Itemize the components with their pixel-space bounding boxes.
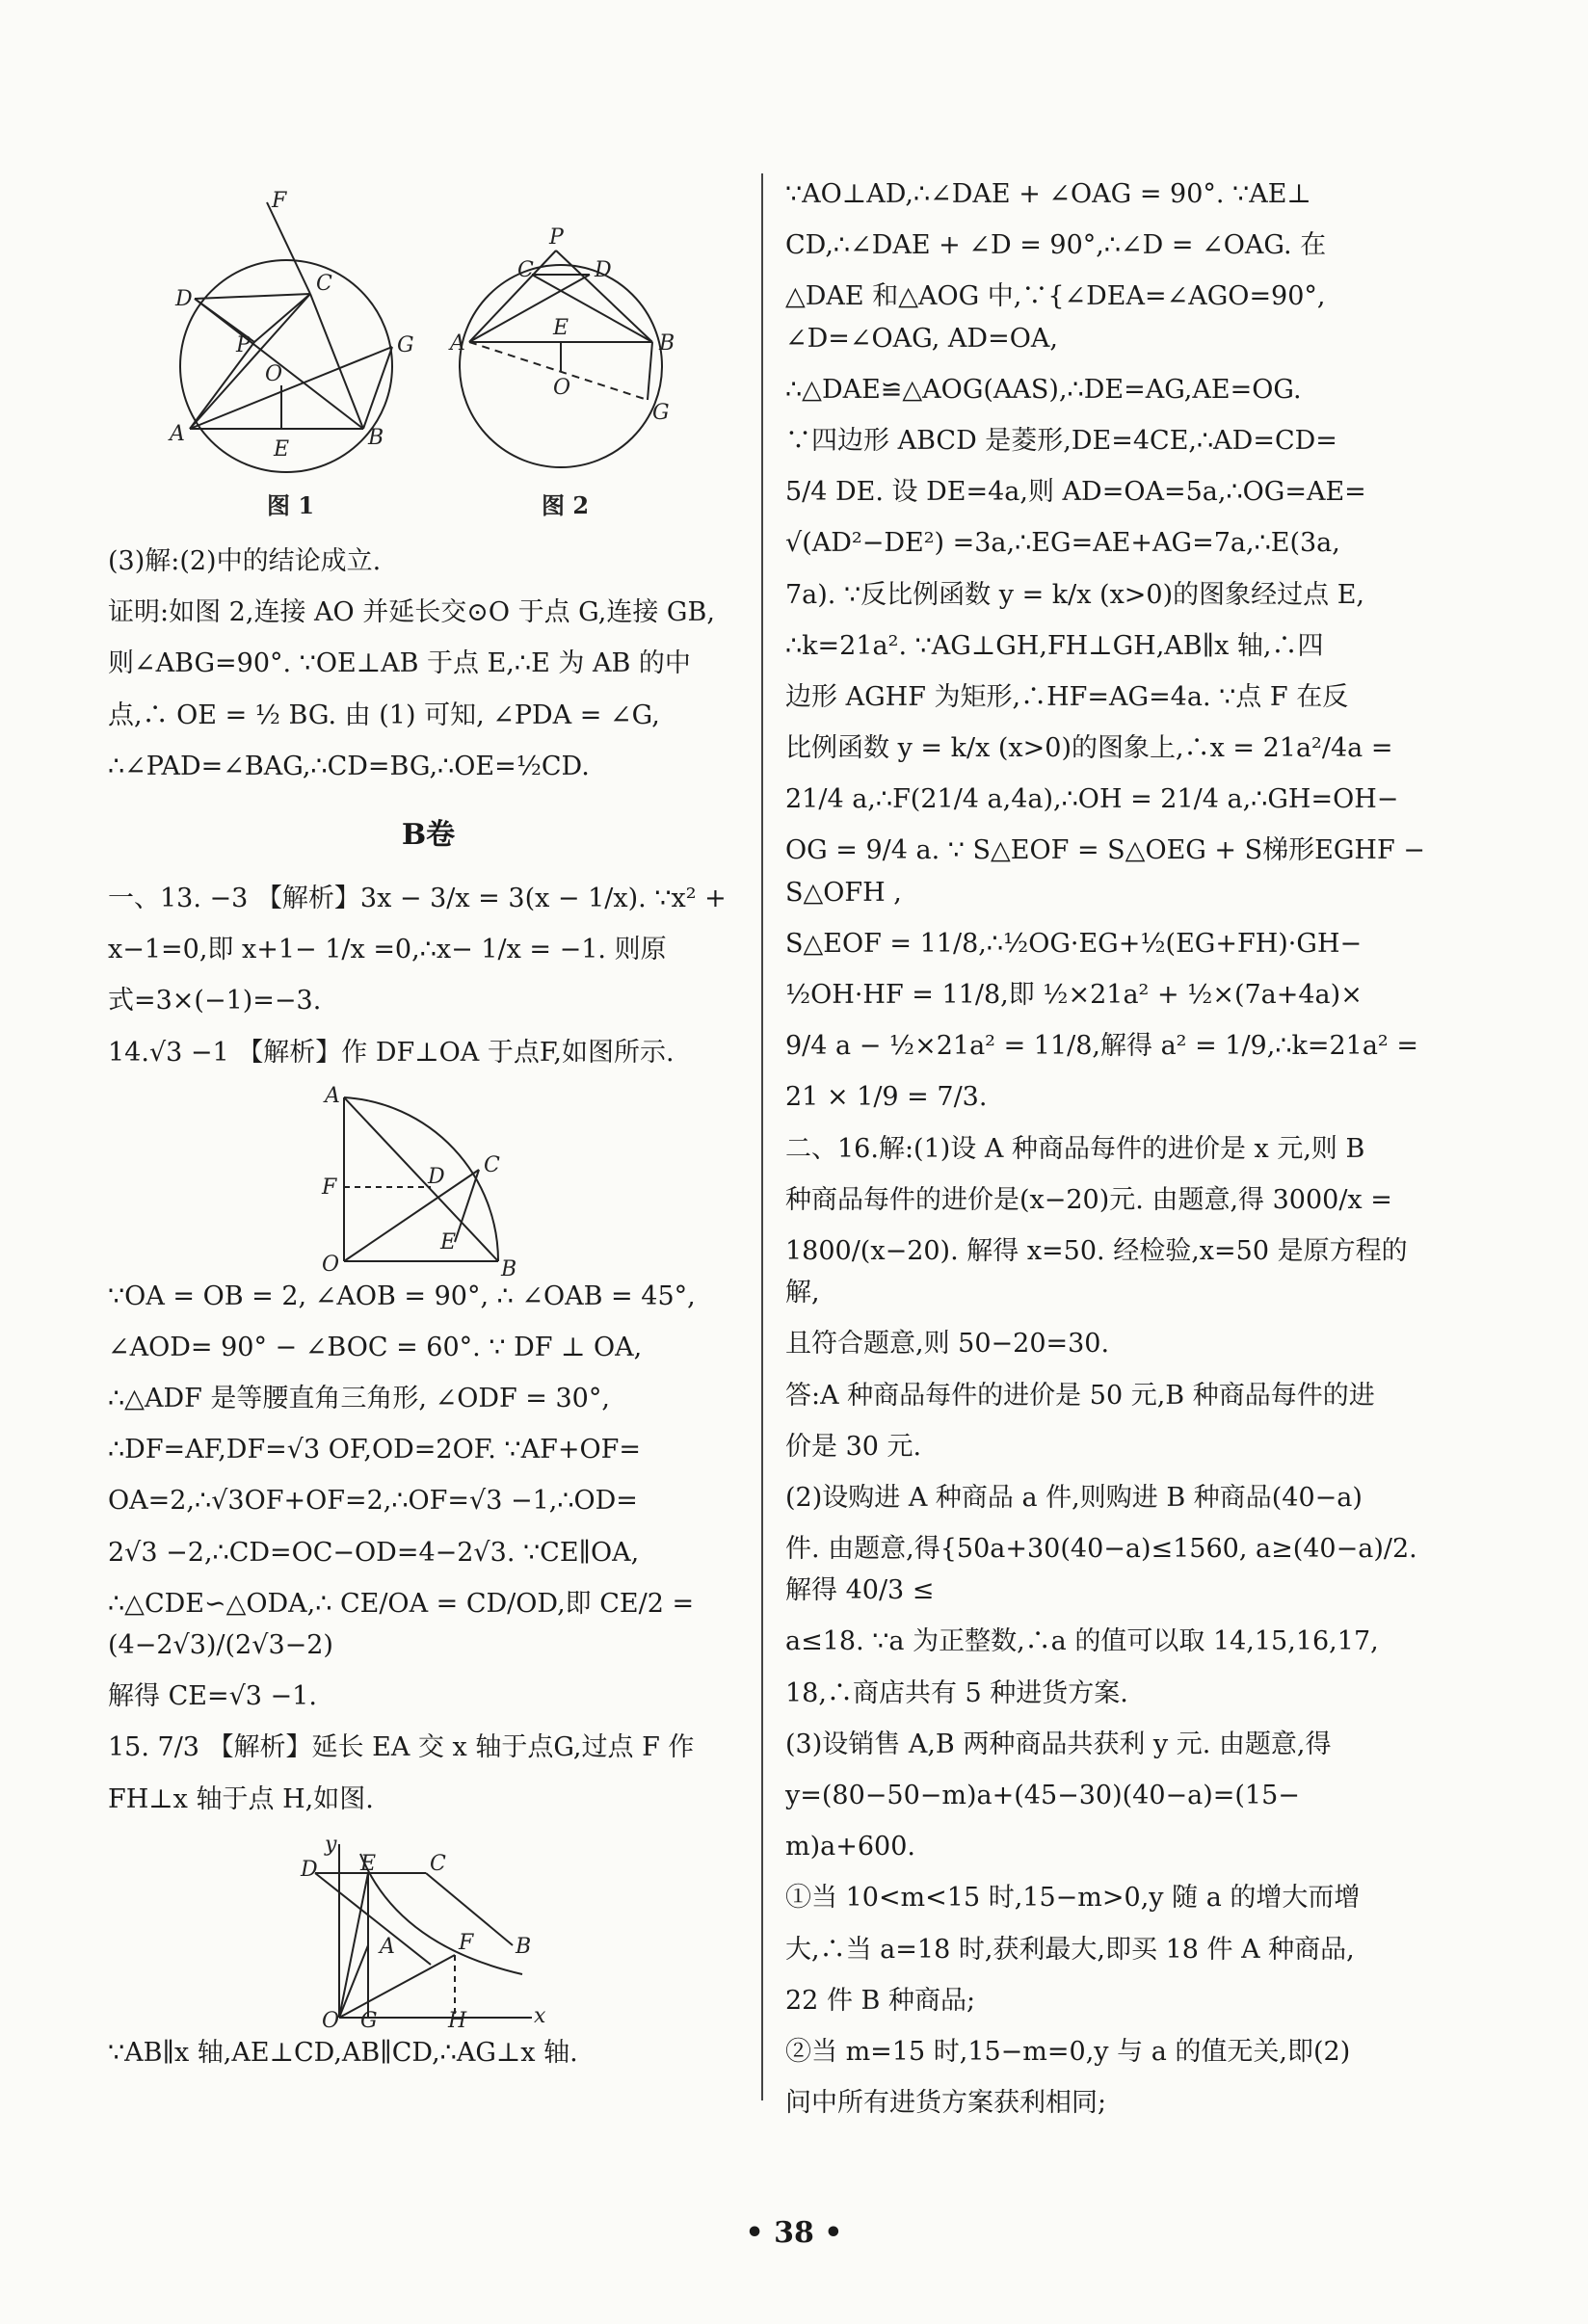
page-number: • 38 • [745,2216,843,2250]
figure-2-caption: 图 2 [542,491,590,519]
solution-line: 21/4 a,∴F(21/4 a,4a),∴OH = 21/4 a,∴GH=OH− [785,784,1399,815]
svg-text:C: C [316,272,332,296]
solution-line: 边形 AGHF 为矩形,∴HF=AG=4a. ∵点 F 在反 [785,681,1349,712]
solution-line: ½OH·HF = 11/8,即 ½×21a² + ½×(7a+4a)× [785,980,1363,1010]
solution-line: CD,∴∠DAE + ∠D = 90°,∴∠D = ∠OAG. 在 [785,230,1327,261]
svg-text:D: D [595,258,612,282]
svg-text:E: E [360,1851,377,1876]
svg-text:x: x [534,2003,546,2028]
solution-line: 问中所有进货方案获利相同; [785,2088,1107,2119]
svg-text:D: D [301,1857,318,1882]
solution-line: 22 件 B 种商品; [785,1985,976,2016]
figure-2 [460,251,662,467]
solution-line: y=(80−50−m)a+(45−30)(40−a)=(15− [785,1781,1300,1810]
svg-text:O: O [265,362,283,386]
svg-text:D: D [175,287,193,311]
solution-line: △DAE 和△AOG 中,∵{∠DEA=∠AGO=90°, ∠D=∠OAG, AD=OA, [785,281,1326,354]
right-column [785,173,1441,2133]
q14-line: ∵OA = OB = 2, ∠AOB = 90°, ∴ ∠OAB = 45°, [108,1281,696,1311]
solution-line: 7a). ∵反比例函数 y = k/x (x>0)的图象经过点 E, [785,579,1365,610]
solution-line: 1800/(x−20). 解得 x=50. 经检验,x=50 是原方程的解, [785,1235,1408,1308]
solution-line: 比例函数 y = k/x (x>0)的图象上,∴x = 21a²/4a = [785,733,1393,764]
question-14 [108,1032,749,1718]
q14-line: ∠AOD= 90° − ∠BOC = 60°. ∵ DF ⊥ OA, [108,1332,643,1362]
solution-line: 18,∴商店共有 5 种进货方案. [785,1677,1128,1708]
solution-line: a≤18. ∵a 为正整数,∴a 的值可以取 14,15,16,17, [785,1626,1379,1657]
q13-line: 式=3×(−1)=−3. [108,986,322,1017]
solution-line: ②当 m=15 时,15−m=0,y 与 a 的值无关,即(2) [785,2036,1351,2067]
q14-heading: 14.√3 −1 【解析】作 DF⊥OA 于点F,如图所示. [108,1037,675,1068]
solution-line: 二、16.解:(1)设 A 种商品每件的进价是 x 元,则 B [785,1133,1365,1164]
proof-line: (3)解:(2)中的结论成立. [108,546,382,576]
proof-line: 则∠ABG=90°. ∵OE⊥AB 于点 E,∴E 为 AB 的中 [108,648,691,679]
solution-line: ∴k=21a². ∵AG⊥GH,FH⊥GH,AB∥x 轴,∴四 [785,630,1324,661]
solution-line: 21 × 1/9 = 7/3. [785,1082,988,1113]
svg-text:H: H [448,2008,467,2032]
figure-q15 [108,1830,749,2032]
question-13 [108,878,749,1022]
svg-text:A: A [325,1083,340,1108]
svg-text:F: F [459,1930,474,1955]
svg-text:C: C [484,1152,500,1177]
svg-text:G: G [360,2008,378,2032]
solution-line: 9/4 a − ½×21a² = 11/8,解得 a² = 1/9,∴k=21a² = [785,1031,1418,1062]
svg-text:P: P [236,333,251,357]
solution-line: 件. 由题意,得{50a+30(40−a)≤1560, a≥(40−a)/2. 解得 40/3 ≤ [785,1534,1417,1606]
svg-text:C: C [517,258,534,282]
svg-text:B: B [516,1934,532,1959]
svg-text:E: E [553,316,569,340]
q13-line: x−1=0,即 x+1− 1/x =0,∴x− 1/x = −1. 则原 [108,935,667,965]
svg-text:F: F [322,1175,337,1200]
solution-line: ∵四边形 ABCD 是菱形,DE=4CE,∴AD=CD= [785,425,1337,456]
solution-line: (2)设购进 A 种商品 a 件,则购进 B 种商品(40−a) [785,1482,1363,1513]
q14-line: ∴DF=AF,DF=√3 OF,OD=2OF. ∵AF+OF= [108,1435,641,1466]
svg-text:F: F [272,189,287,213]
solution-line: 大,∴当 a=18 时,获利最大,即买 18 件 A 种商品, [785,1934,1355,1965]
solution-line: (3)设销售 A,B 两种商品共获利 y 元. 由题意,得 [785,1729,1332,1759]
part3-proof [108,541,749,787]
svg-text:B: B [659,331,675,356]
svg-text:D: D [428,1164,445,1189]
solution-line: m)a+600. [785,1832,915,1862]
solution-line: S△EOF = 11/8,∴½OG·EG+½(EG+FH)·GH− [785,928,1363,959]
svg-text:O: O [322,2008,340,2032]
figure-q14 [108,1083,749,1276]
solution-line: ∵AO⊥AD,∴∠DAE + ∠OAG = 90°. ∵AE⊥ [785,179,1311,209]
q14-line: ∴△CDE∽△ODA,∴ CE/OA = CD/OD,即 CE/2 = (4−2√3)/(2√3−2) [108,1588,695,1660]
q14-line: ∴△ADF 是等腰直角三角形, ∠ODF = 30°, [108,1384,610,1414]
solution-line: ∴△DAE≌△AOG(AAS),∴DE=AG,AE=OG. [785,374,1302,405]
solution-line: 答:A 种商品每件的进价是 50 元,B 种商品每件的进 [785,1380,1375,1411]
svg-text:G: G [397,333,414,357]
figures-1-2 [108,188,749,535]
solution-line: 5/4 DE. 设 DE=4a,则 AD=OA=5a,∴OG=AE= [785,477,1366,508]
solution-line: 种商品每件的进价是(x−20)元. 由题意,得 3000/x = [785,1184,1392,1215]
svg-text:A: A [380,1934,395,1959]
q13-line: 一、13. −3 【解析】3x − 3/x = 3(x − 1/x). ∵x² + [108,883,727,913]
svg-text:y: y [325,1832,337,1857]
q15-line: 15. 7/3 【解析】延长 EA 交 x 轴于点G,过点 F 作 [108,1732,695,1763]
proof-line: 点,∴ OE = ½ BG. 由 (1) 可知, ∠PDA = ∠G, [108,700,660,730]
figure-1 [180,202,392,472]
q15-line: ∵AB∥x 轴,AE⊥CD,AB∥CD,∴AG⊥x 轴. [108,2037,578,2068]
svg-text:O: O [322,1252,340,1276]
proof-line: ∴∠PAD=∠BAG,∴CD=BG,∴OE=½CD. [108,751,590,781]
proof-line: 证明:如图 2,连接 AO 并延长交⊙O 于点 G,连接 GB, [108,597,715,628]
solution-line: 价是 30 元. [785,1431,922,1462]
column-divider [761,173,763,2100]
svg-text:B: B [501,1256,517,1276]
left-column [108,0,749,2083]
solution-line: 且符合题意,则 50−20=30. [785,1329,1110,1360]
svg-text:G: G [652,401,670,425]
q15-line: FH⊥x 轴于点 H,如图. [108,1783,374,1814]
svg-text:A: A [170,422,185,446]
svg-text:C: C [430,1851,446,1876]
svg-text:A: A [450,331,465,356]
q14-line: 解得 CE=√3 −1. [108,1681,317,1712]
svg-text:B: B [368,426,384,450]
solution-line: √(AD²−DE²) =3a,∴EG=AE+AG=7a,∴E(3a, [785,528,1340,559]
section-b-heading: B卷 [401,817,456,852]
svg-text:O: O [553,376,571,400]
solution-line: ①当 10<m<15 时,15−m>0,y 随 a 的增大而增 [785,1883,1361,1914]
svg-text:E: E [274,437,290,462]
figure-1-caption: 图 1 [267,491,315,519]
svg-text:E: E [440,1229,457,1254]
q14-line: 2√3 −2,∴CD=OC−OD=4−2√3. ∵CE∥OA, [108,1537,640,1568]
question-15 [108,1727,749,2073]
solution-line: OG = 9/4 a. ∵ S△EOF = S△OEG + S梯形EGHF − S△OFH , [785,835,1425,908]
svg-text:P: P [549,225,564,250]
q14-line: OA=2,∴√3OF+OF=2,∴OF=√3 −1,∴OD= [108,1486,638,1517]
